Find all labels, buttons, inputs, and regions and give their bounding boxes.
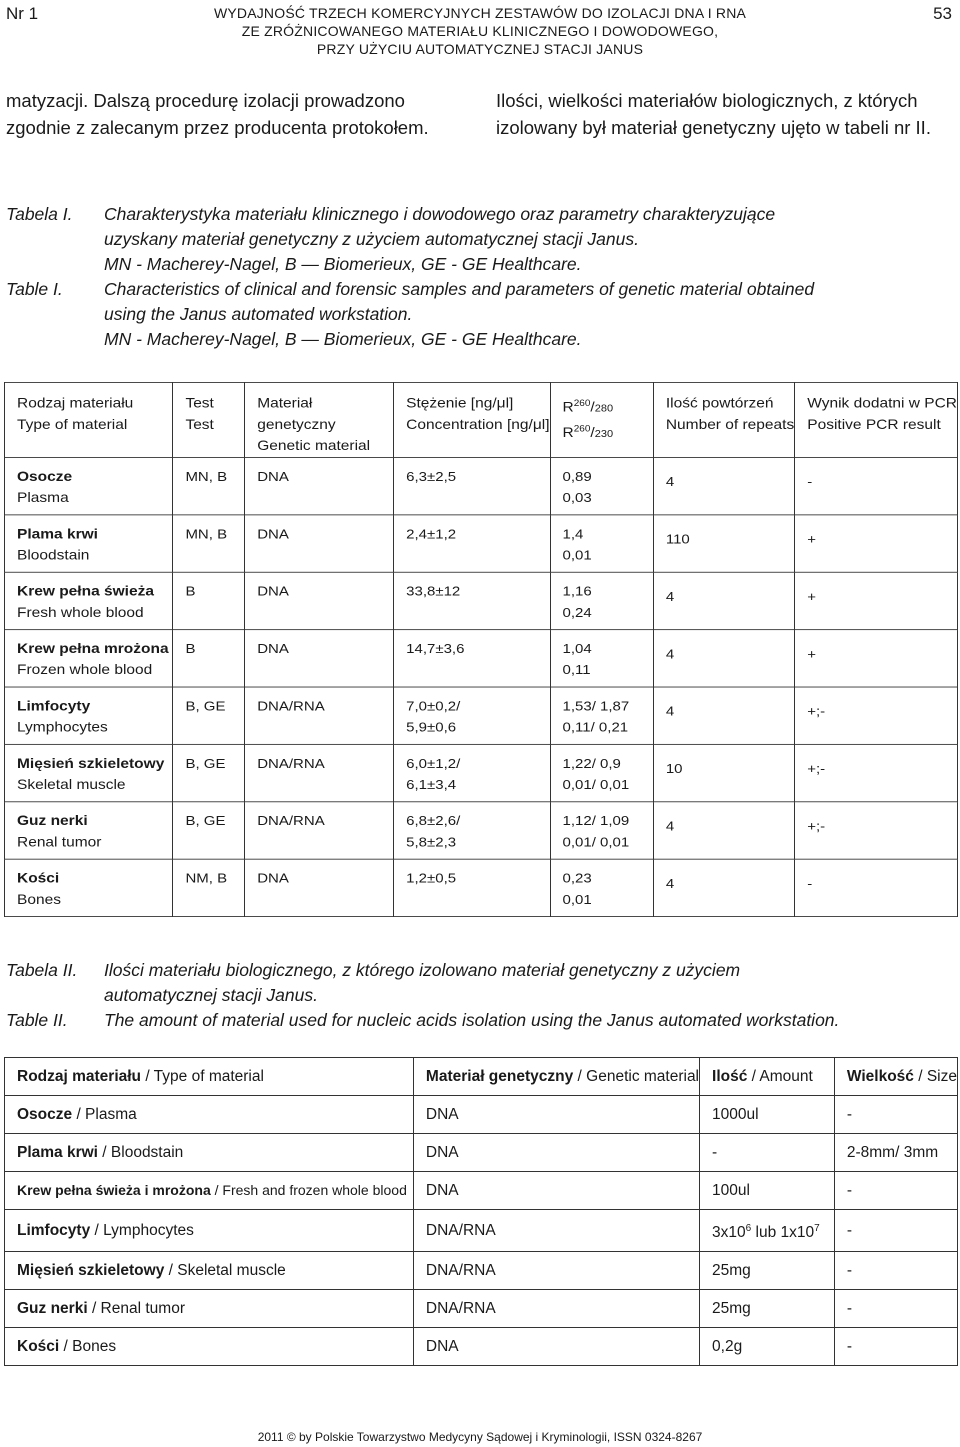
pcr-result-cell: +;- [795, 802, 958, 859]
genetic-material-cell: DNA [245, 859, 394, 916]
header-cell: Materiał genetyczny Genetic material [245, 382, 394, 457]
material-type-cell: Mięsień szkieletowy Skeletal muscle [5, 744, 173, 801]
test-cell: B [173, 630, 245, 687]
ratio-cell: 0,23 0,01 [550, 859, 653, 916]
genetic-material-cell: DNA [413, 1134, 699, 1172]
table-row [5, 457, 958, 514]
genetic-material-cell: DNA/RNA [413, 1210, 699, 1252]
caption-label: Tabela I. [6, 204, 73, 224]
pcr-result-cell: +;- [795, 744, 958, 801]
caption-label: Table I. [6, 279, 63, 299]
size-cell: - [834, 1290, 957, 1328]
amount-cell: 25mg [700, 1290, 835, 1328]
table-row [5, 1290, 958, 1328]
table-row [5, 1134, 958, 1172]
table-row [5, 1328, 958, 1366]
concentration-cell: 6,3±2,5 [394, 457, 550, 514]
header-cell: Materiał genetyczny / Genetic material [413, 1058, 699, 1096]
table-row [5, 859, 958, 916]
intro-line: zgodnie z zalecanym przez producenta protokołem. [6, 117, 429, 138]
table-row [5, 802, 958, 859]
intro-line: izolowany był materiał genetyczny ujęto w tabeli nr II. [496, 117, 931, 138]
repeats-cell: 4 [653, 457, 794, 514]
table-row [5, 515, 958, 572]
material-type-cell: Limfocyty Lymphocytes [5, 687, 173, 744]
amount-cell: - [700, 1134, 835, 1172]
genetic-material-cell: DNA/RNA [245, 802, 394, 859]
table1-caption [6, 202, 956, 352]
genetic-material-cell: DNA [245, 630, 394, 687]
header-cell: Rodzaj materiału / Type of material [5, 1058, 414, 1096]
genetic-material-cell: DNA [245, 515, 394, 572]
pcr-result-cell: + [795, 572, 958, 629]
genetic-material-cell: DNA [245, 457, 394, 514]
concentration-cell: 2,4±1,2 [394, 515, 550, 572]
material-type-cell: Kości Bones [5, 859, 173, 916]
size-cell: - [834, 1096, 957, 1134]
genetic-material-cell: DNA/RNA [245, 687, 394, 744]
table-row [5, 744, 958, 801]
running-header-line: PRZY UŻYCIU AUTOMATYCZNEJ STACJI JANUS [316, 41, 644, 57]
pcr-result-cell: +;- [795, 687, 958, 744]
test-cell: B, GE [173, 687, 245, 744]
ratio-cell: 1,16 0,24 [550, 572, 653, 629]
header-cell: Wielkość / Size [834, 1058, 957, 1096]
running-header-line: ZE ZRÓŻNICOWANEGO MATERIAŁU KLINICZNEGO I DOWODOWEGO, [241, 23, 719, 39]
ratio-cell: 1,22/ 0,9 0,01/ 0,01 [550, 744, 653, 801]
material-type-cell: Krew pełna mrożona Frozen whole blood [5, 630, 173, 687]
pcr-result-cell: + [795, 515, 958, 572]
issue-number: Nr 1 [6, 4, 39, 23]
ratio-cell: 0,89 0,03 [550, 457, 653, 514]
caption-label: Table II. [6, 1010, 68, 1030]
table1 [4, 382, 958, 917]
size-cell: - [834, 1210, 957, 1252]
table-row [5, 630, 958, 687]
genetic-material-cell: DNA/RNA [413, 1290, 699, 1328]
material-type-cell: Limfocyty / Lymphocytes [5, 1210, 414, 1252]
table-row [5, 1096, 958, 1134]
caption-line: Ilości materiału biologicznego, z którego izolowano materiał genetyczny z użyciem [104, 960, 741, 980]
size-cell: 2-8mm/ 3mm [834, 1134, 957, 1172]
caption-line: automatycznej stacji Janus. [104, 985, 318, 1005]
caption-line: MN - Macherey-Nagel, B — Biomerieux, GE - GE Healthcare. [104, 254, 582, 274]
header-cell: Test Test [173, 382, 245, 457]
material-type-cell: Kości / Bones [5, 1328, 414, 1366]
size-cell: - [834, 1172, 957, 1210]
table2 [4, 1057, 958, 1366]
genetic-material-cell: DNA [413, 1328, 699, 1366]
material-type-cell: Guz nerki Renal tumor [5, 802, 173, 859]
header-cell: Rodzaj materiału Type of material [5, 382, 173, 457]
table-row [5, 687, 958, 744]
intro-line: Ilości, wielkości materiałów biologicznych, z których [496, 90, 918, 111]
caption-line: MN - Macherey-Nagel, B — Biomerieux, GE - GE Healthcare. [104, 329, 582, 349]
amount-cell: 25mg [700, 1252, 835, 1290]
material-type-cell: Mięsień szkieletowy / Skeletal muscle [5, 1252, 414, 1290]
ratio-header-2: $R^{260}/230$ [562, 424, 614, 441]
repeats-cell: 10 [653, 744, 794, 801]
material-type-cell: Osocze / Plasma [5, 1096, 414, 1134]
amount-cell: 1000ul [700, 1096, 835, 1134]
table-row [5, 1210, 958, 1252]
pcr-result-cell: - [795, 457, 958, 514]
size-cell: - [834, 1252, 957, 1290]
material-type-cell: Plama krwi / Bloodstain [5, 1134, 414, 1172]
header-cell [550, 382, 653, 457]
repeats-cell: 110 [653, 515, 794, 572]
test-cell: B, GE [173, 802, 245, 859]
table-row [5, 1172, 958, 1210]
test-cell: MN, B [173, 515, 245, 572]
concentration-cell: 1,2±0,5 [394, 859, 550, 916]
intro-line: matyzacji. Dalszą procedurę izolacji prowadzono [6, 90, 405, 111]
header-cell: Stężenie [ng/μl] Concentration [ng/μl] [394, 382, 550, 457]
test-cell: MN, B [173, 457, 245, 514]
intro-right-column [496, 87, 956, 141]
ratio-cell: 1,04 0,11 [550, 630, 653, 687]
ratio-cell: 1,53/ 1,87 0,11/ 0,21 [550, 687, 653, 744]
table2-caption [6, 958, 956, 1033]
amount-cell: 100ul [700, 1172, 835, 1210]
concentration-cell: 7,0±0,2/ 5,9±0,6 [394, 687, 550, 744]
repeats-cell: 4 [653, 572, 794, 629]
test-cell: B [173, 572, 245, 629]
amount-cell: $3x10^6$ lub $1x10^7$ [700, 1210, 835, 1252]
amount-cell: 0,2g [700, 1328, 835, 1366]
material-type-cell: Osocze Plasma [5, 457, 173, 514]
caption-line: using the Janus automated workstation. [104, 304, 413, 324]
size-cell: - [834, 1328, 957, 1366]
footer-copyright: 2011 © by Polskie Towarzystwo Medycyny Sądowej i Kryminologii, ISSN 0324-8267 [257, 1430, 703, 1444]
caption-line: uzyskany materiał genetyczny z użyciem automatycznej stacji Janus. [104, 229, 639, 249]
test-cell: B, GE [173, 744, 245, 801]
table-header-row [5, 1058, 958, 1096]
material-type-cell: Plama krwi Bloodstain [5, 515, 173, 572]
genetic-material-cell: DNA [245, 572, 394, 629]
material-type-cell: Guz nerki / Renal tumor [5, 1290, 414, 1328]
header-cell: Ilość powtórzeń Number of repeats [653, 382, 794, 457]
concentration-cell: 6,0±1,2/ 6,1±3,4 [394, 744, 550, 801]
caption-line: Charakterystyka materiału klinicznego i dowodowego oraz parametry charakteryzujące [104, 204, 776, 224]
genetic-material-cell: DNA/RNA [413, 1252, 699, 1290]
repeats-cell: 4 [653, 859, 794, 916]
test-cell: NM, B [173, 859, 245, 916]
table-row [5, 572, 958, 629]
ratio-header-1: $R^{260}/280$ [562, 398, 614, 415]
ratio-cell: 1,4 0,01 [550, 515, 653, 572]
repeats-cell: 4 [653, 687, 794, 744]
caption-line: The amount of material used for nucleic acids isolation using the Janus automated workstation. [104, 1010, 840, 1030]
repeats-cell: 4 [653, 802, 794, 859]
running-header-line: WYDAJNOŚĆ TRZECH KOMERCYJNYCH ZESTAWÓW DO IZOLACJI DNA I RNA [213, 5, 747, 21]
header-cell: Ilość / Amount [700, 1058, 835, 1096]
table-row [5, 1252, 958, 1290]
pcr-result-cell: + [795, 630, 958, 687]
material-type-cell: Krew pełna świeża i mrożona / Fresh and frozen whole blood [5, 1172, 414, 1210]
running-header [150, 4, 810, 58]
concentration-cell: 33,8±12 [394, 572, 550, 629]
header-cell: Wynik dodatni w PCR Positive PCR result [795, 382, 958, 457]
concentration-cell: 6,8±2,6/ 5,8±2,3 [394, 802, 550, 859]
material-type-cell: Krew pełna świeża Fresh whole blood [5, 572, 173, 629]
ratio-cell: 1,12/ 1,09 0,01/ 0,01 [550, 802, 653, 859]
concentration-cell: 14,7±3,6 [394, 630, 550, 687]
caption-line: Characteristics of clinical and forensic samples and parameters of genetic material obtained [104, 279, 815, 299]
caption-label: Tabela II. [6, 960, 78, 980]
genetic-material-cell: DNA [413, 1172, 699, 1210]
genetic-material-cell: DNA [413, 1096, 699, 1134]
table-header-row [5, 382, 958, 457]
genetic-material-cell: DNA/RNA [245, 744, 394, 801]
repeats-cell: 4 [653, 630, 794, 687]
page-number: 53 [933, 4, 952, 23]
intro-left-column [6, 87, 476, 141]
pcr-result-cell: - [795, 859, 958, 916]
